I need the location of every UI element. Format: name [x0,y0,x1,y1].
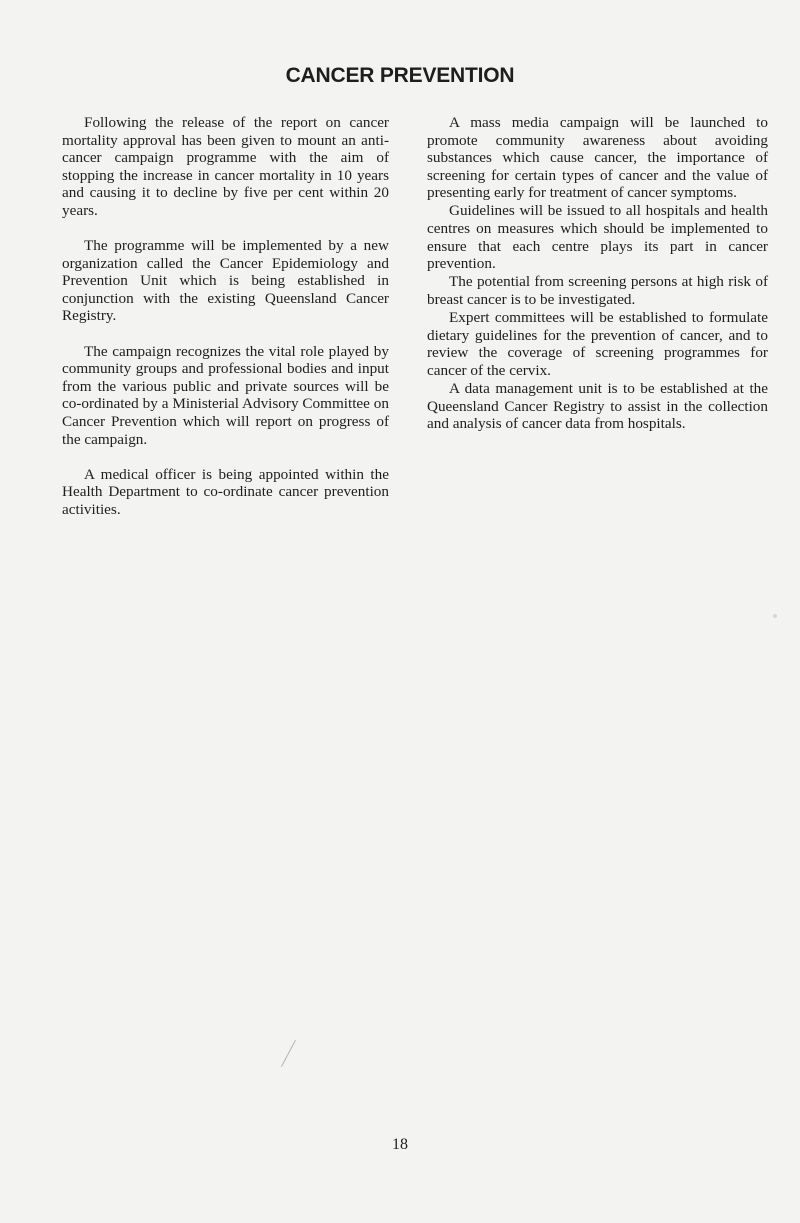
paragraph: The potential from screening persons at high risk of breast cancer is to be investigated. [427,273,768,308]
paragraph: A data management unit is to be established at the Queensland Cancer Registry to assist in the collection and analysis of cancer data from hospitals. [427,379,768,433]
paragraph: A mass media campaign will be launched to promote community awareness about avoiding substances which cause cancer, the importance of screening for certain types of cancer and the value of presenting early for treatment of cancer symptoms. [427,114,768,202]
page-title: CANCER PREVENTION [285,64,515,87]
paper-spot [773,614,777,618]
paragraph: Expert committees will be established to formulate dietary guidelines for the prevention of cancer, and to review the coverage of screening programmes for cancer of the cervix. [427,309,768,379]
paragraph: Following the release of the report on cancer mortality approval has been given to mount an anti-cancer campaign programme with the aim of stopping the increase in cancer mortality in 10 years and causing it to decline by five per cent within 20 years. [62,114,389,219]
paragraph: The programme will be implemented by a new organization called the Cancer Epidemiology and Prevention Unit which is being established in conjunction with the existing Queensland Cancer Registry. [62,237,389,325]
paragraph: The campaign recognizes the vital role played by community groups and professional bodies and input from the various public and private sources will be co-ordinated by a Ministerial Advisory Committee on Cancer Prevention which will report on progress of the campaign. [62,342,389,448]
left-column [62,114,389,536]
paragraph: Guidelines will be issued to all hospitals and health centres on measures which should be implemented to ensure that each centre plays its part in cancer prevention. [427,202,768,273]
page-number: 18 [392,1136,408,1153]
paragraph: A medical officer is being appointed within the Health Department to co-ordinate cancer prevention activities. [62,465,389,518]
pencil-mark [281,1040,296,1067]
right-column [427,114,768,433]
